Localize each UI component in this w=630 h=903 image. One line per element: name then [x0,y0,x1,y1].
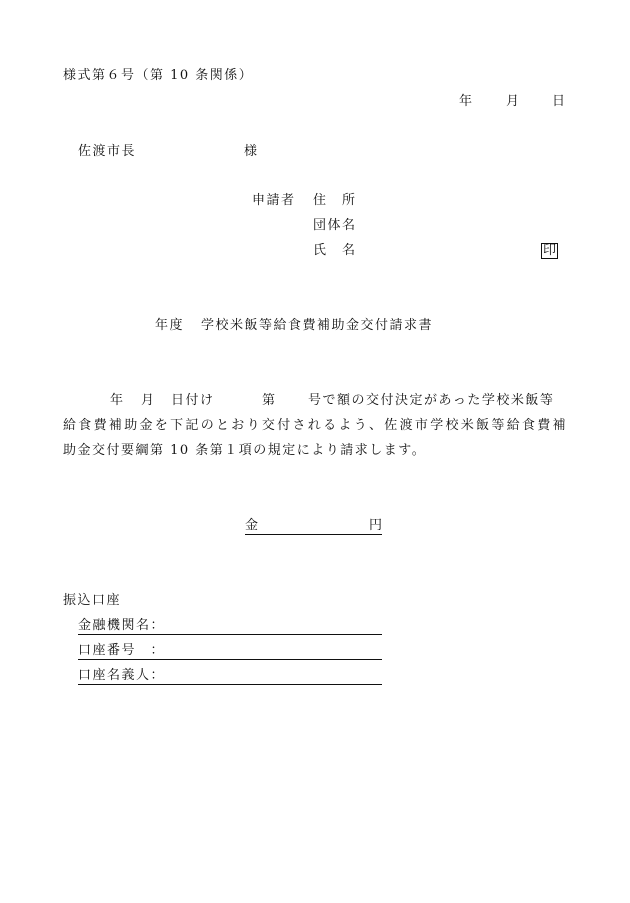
body-year: 年 [110,393,125,408]
date-year-label: 年 [459,94,474,109]
body-dai: 第 [262,393,277,408]
amount-unit: 円 [368,518,382,533]
applicant-group-label: 団体名 [313,218,357,233]
bank-heading: 振込口座 [63,593,122,608]
bank-row-label: 口座番号 ： [78,643,166,658]
bank-row-label: 口座名義人： [78,668,166,683]
body-date-suffix: 日付け [171,393,215,408]
applicant-address-label: 住 所 [313,193,357,208]
body-line2: 給食費補助金を下記のとおり交付されるよう、佐渡市学校米飯等給食費補 [63,418,568,433]
document-title: 学校米飯等給食費補助金交付請求書 [201,318,434,333]
date-day-label: 日 [552,94,567,109]
amount-line [245,518,382,535]
addressee-name: 佐渡市長 [78,144,137,159]
body-line3: 助金交付要綱第 10 条第１項の規定により請求します。 [63,443,427,458]
form-number: 様式第６号（第 10 条関係） [63,68,254,83]
bank-row-account-number [78,643,382,660]
body-month: 月 [141,393,156,408]
addressee-honorific: 様 [244,144,259,159]
amount-prefix: 金 [245,518,260,533]
bank-row-account-holder [78,668,382,685]
seal-mark: 印 [543,243,557,258]
body-line1-rest: 号で額の交付決定があった学校米飯等 [308,393,555,408]
bank-row-institution [78,618,382,635]
applicant-label: 申請者 [252,193,296,208]
title-year-suffix: 年度 [155,318,185,333]
date-month-label: 月 [506,94,521,109]
bank-row-label: 金融機関名： [78,618,166,633]
applicant-name-label: 氏 名 [313,243,357,258]
